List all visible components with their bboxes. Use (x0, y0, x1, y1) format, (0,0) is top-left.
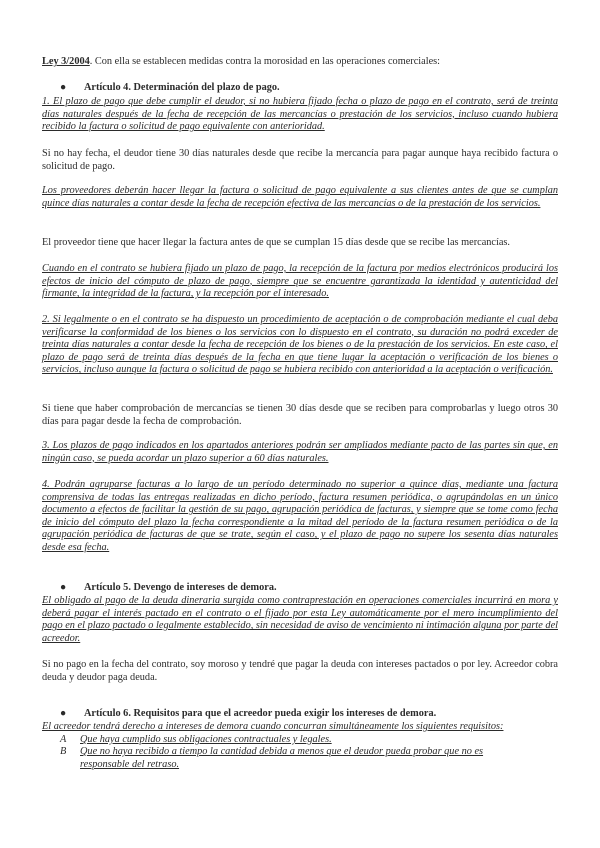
requirement-text-b-continued: responsable del retraso. (80, 758, 180, 770)
article5-note-1: Si no pago en la fecha del contrato, soy moroso y tendré que pagar la deuda con intereses pactados o por ley. Acreedor cobra deuda y deudor paga deuda. (42, 659, 558, 683)
article4-paragraph-5: 3. Los plazos de pago indicados en los apartados anteriores podrán ser ampliados mediante pacto de las partes sin que, en ningún caso, se pueda acordar un plazo superior a 60 días naturales. (42, 440, 558, 464)
article6-title: Artículo 6. Requisitos para que el acreedor pueda exigir los intereses de demora. (84, 708, 437, 719)
article5-paragraph-1: El obligado al pago de la deuda dineraria surgida como contraprestación en operaciones comerciales incurrirá en mora y deberá pagar el interés pactado en el contrato o el fijado por esta Ley automáticamente por el mero incumplimiento del pago en el plazo pactado o legalmente establecido, sin necesidad de aviso de vencimiento ni intimación alguna por parte del acreedor. (42, 595, 558, 644)
intro-paragraph (42, 56, 558, 69)
requirement-label-a: A (60, 734, 67, 745)
article4-paragraph-2: Los proveedores deberán hacer llegar la factura o solicitud de pago equivalente a sus clientes antes de que se cumplan quince días naturales a contar desde la fecha de recepción efectiva de las mercancías o de la prestación de los servicios. (42, 185, 558, 209)
article4-note-2: El proveedor tiene que hacer llegar la factura antes de que se cumplan 15 días desde que se recibe las mercancías. (42, 237, 511, 248)
law-reference: Ley 3/2004 (42, 56, 90, 67)
article4-note-1: Si no hay fecha, el deudor tiene 30 días naturales desde que recibe la mercancía para pagar aunque haya recibido factura o solicitud de pago. (42, 148, 558, 172)
article4-paragraph-3: Cuando en el contrato se hubiera fijado un plazo de pago, la recepción de la factura por medios electrónicos producirá los efectos de inicio del cómputo de plazo de pago, siempre que se encuentre garantizada la identidad y autenticidad del firmante, la integridad de la factura, y la recepción por el interesado. (42, 263, 558, 300)
article4-heading (60, 82, 280, 95)
requirement-item-b (60, 746, 558, 771)
bullet-dot-icon: ● (60, 708, 67, 719)
article6-paragraph-1: El acreedor tendrá derecho a intereses de demora cuando concurran simultáneamente los siguientes requisitos: (42, 721, 504, 732)
article4-paragraph-4: 2. Si legalmente o en el contrato se ha dispuesto un procedimiento de aceptación o de comprobación mediante el cual deba verificarse la conformidad de los bienes o los servicios con lo dispuesto en el contrato, su duración no podrá exceder de treinta días naturales a contar desde la fecha de recepción de los bienes o de la prestación de los servicios. En este caso, el plazo de pago será de treinta días después de la fecha en que tiene lugar la aceptación o verificación de los bienes o servicios, incluso aunque la factura o solicitud de pago se hubiera recibido con anterioridad a la aceptación o verificación. (42, 314, 558, 376)
requirement-item-a (60, 734, 558, 747)
article5-heading (60, 582, 277, 595)
bullet-dot-icon: ● (60, 82, 67, 93)
article4-title: Artículo 4. Determinación del plazo de pago. (84, 82, 280, 93)
article4-note-3: Si tiene que haber comprobación de mercancías se tienen 30 días desde que se reciben para comprobarlas y luego otros 30 días para pagar desde la fecha de comprobación. (42, 403, 558, 427)
intro-text: . Con ella se establecen medidas contra la morosidad en las operaciones comerciales: (89, 56, 441, 67)
requirement-text-b: Que no haya recibido a tiempo la cantidad debida a menos que el deudor pueda probar que no es (80, 746, 484, 757)
requirement-label-b: B (60, 746, 67, 757)
article5-title: Artículo 5. Devengo de intereses de demora. (84, 582, 277, 593)
requirement-text-a: Que haya cumplido sus obligaciones contractuales y legales. (80, 734, 332, 745)
article4-paragraph-6: 4. Podrán agruparse facturas a lo largo de un período determinado no superior a quince días, mediante una factura comprensiva de todas las entregas realizadas en dicho período, factura resumen periódica, o agrupándolas en un único documento a efectos de facilitar la gestión de su pago, agrupación periódica de facturas, y siempre que se tome como fecha de inicio del cómputo del plazo la fecha correspondiente a la mitad del período de la factura resumen periódica o de la agrupación periódica de facturas de que se trate, según el caso, y el plazo de pago no supere los sesenta días naturales desde esa fecha. (42, 479, 558, 553)
article4-paragraph-1: 1. El plazo de pago que debe cumplir el deudor, si no hubiera fijado fecha o plazo de pago en el contrato, será de treinta días naturales después de la fecha de recepción de las mercancías o prestación de los servicios, incluso cuando hubiera recibido la factura o solicitud de pago equivalente con anterioridad. (42, 96, 558, 133)
bullet-dot-icon: ● (60, 582, 67, 593)
article6-heading (60, 708, 436, 721)
